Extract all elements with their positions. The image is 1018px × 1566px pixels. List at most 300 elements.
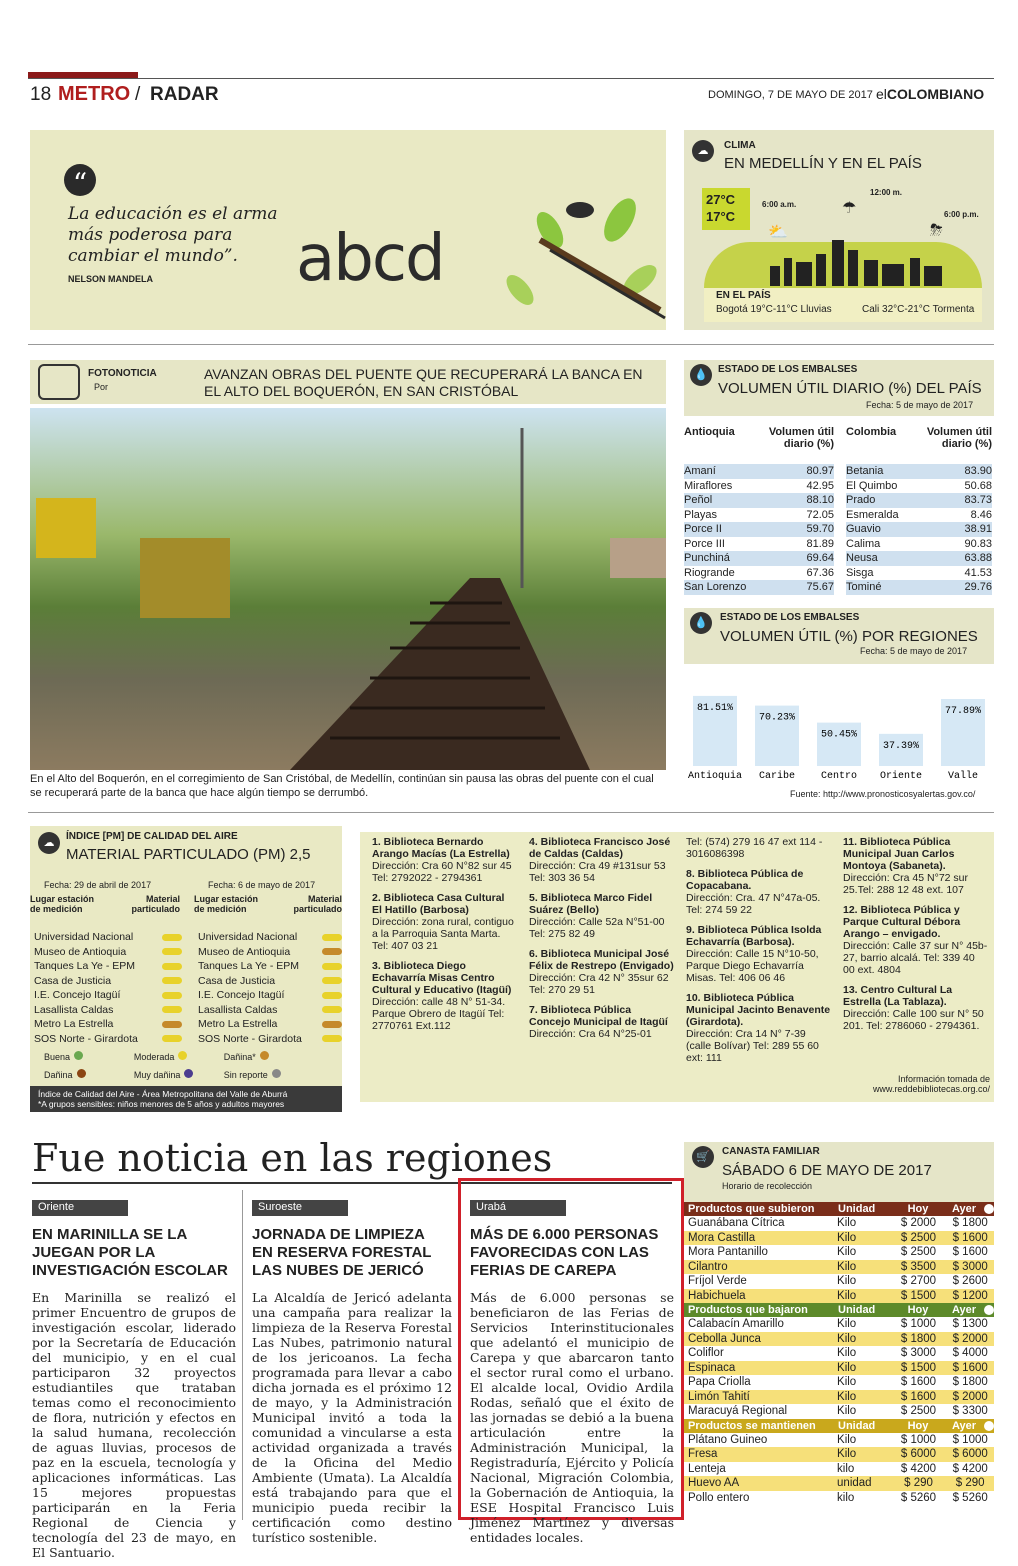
product-unit: Kilo (837, 1318, 857, 1330)
library-name: 6. Biblioteca Municipal José Félix de Restrepo (Envigado) (529, 948, 674, 972)
weather-icon: ☁ (692, 140, 714, 162)
legend-dot-icon (272, 1069, 281, 1078)
bogota-weather: Bogotá 19°C-11°C Lluvias (716, 304, 832, 315)
reservoir-name: Playas (684, 508, 718, 521)
regions-chart-title: VOLUMEN ÚTIL (%) POR REGIONES (720, 628, 978, 645)
library-info: Tel: (574) 279 16 47 ext 114 - 3016086398 (686, 836, 823, 860)
air-station-row (198, 1032, 342, 1047)
photo-news-title: AVANZAN OBRAS DEL PUENTE QUE RECUPERARÁ LA BANCA EN EL ALTO DEL BOQUERÓN, EN SAN CRISTÓBAL (204, 366, 643, 399)
section-divider (28, 344, 994, 345)
col-today: Hoy (907, 1419, 929, 1432)
price-today: $ 1500 (900, 1289, 937, 1302)
price-today: $ 1500 (900, 1361, 937, 1374)
price-row (684, 1245, 994, 1260)
price-today: $ 2500 (900, 1405, 937, 1417)
air-quality-footnote: Índice de Calidad del Aire - Área Metropolitana del Valle de Aburrá *A grupos sensibles: niños menores de 5 años y adultos mayores (30, 1086, 342, 1112)
station-name: Tanques La Ye - EPM (34, 960, 135, 972)
time-morning: 6:00 a.m. (762, 200, 797, 209)
price-yesterday: $ 5260 (952, 1491, 988, 1504)
price-today: $ 2700 (900, 1275, 937, 1287)
library-item (529, 836, 674, 884)
legend-dot-icon (74, 1051, 83, 1060)
price-group-header (684, 1202, 994, 1216)
price-today: $ 3000 (900, 1347, 937, 1359)
air-station-row (34, 1032, 182, 1047)
price-yesterday: $ 2600 (952, 1275, 988, 1287)
reservoirs-title: VOLUMEN ÚTIL DIARIO (%) DEL PAÍS (718, 380, 982, 397)
price-row (684, 1404, 994, 1419)
col-unit: Unidad (838, 1304, 876, 1316)
price-row (684, 1260, 994, 1275)
pm-indicator-icon (322, 977, 342, 984)
station-name: I.E. Concejo Itagüí (34, 989, 121, 1001)
article-jerico: La Alcaldía de Jericó adelanta una campaña para realizar la limpieza de la Reserva Forestal Las Nubes, patrimonio natural de los jericoanos. La fecha programada para llevar a cabo dicha jornada es el próximo 12 de mayo, y la Administración Municipal invitó a toda la comunidad a vincularse a esta actividad organizada a través de la Oficina del Medio Ambiente (Umata). La Alcaldía está trabajando para que el municipio pueda recibir la certificación como destino turístico sostenible. (252, 1290, 452, 1545)
arrow-down-icon (984, 1305, 994, 1315)
library-item (372, 836, 517, 884)
library-item (372, 960, 517, 1032)
price-yesterday: $ 4200 (952, 1462, 988, 1475)
library-name: 7. Biblioteca Pública Concejo Municipal de Itagüí (529, 1004, 668, 1028)
reservoir-value: 72.05 (806, 508, 834, 521)
library-item (529, 892, 674, 940)
air-station-row (198, 988, 342, 1003)
reservoir-row (684, 464, 834, 479)
station-name: Casa de Justicia (198, 974, 276, 987)
pm-indicator-icon (162, 1035, 182, 1042)
price-yesterday: $ 4000 (952, 1347, 988, 1359)
regions-section-title: Fue noticia en las regiones (32, 1136, 553, 1180)
antioquia-reservoir-list (684, 464, 834, 595)
reservoir-row (684, 493, 834, 508)
reservoir-row (846, 566, 992, 581)
category-label: Valle (947, 771, 979, 782)
legend-label: Dañina* (223, 1052, 256, 1062)
library-name: 8. Biblioteca Pública de Copacabana. (686, 868, 804, 892)
time-noon: 12:00 m. (870, 188, 903, 197)
legend-dot-icon (184, 1069, 193, 1078)
cloud-icon: ☁ (38, 832, 60, 854)
photo-credit-by: Por (94, 382, 109, 392)
basket-icon: 🛒 (692, 1146, 714, 1168)
price-row (684, 1332, 994, 1347)
price-row (684, 1289, 994, 1304)
reservoir-name: Esmeralda (846, 508, 899, 521)
station-name: Lasallista Caldas (198, 1003, 278, 1016)
library-column (843, 836, 988, 1040)
library-info: Dirección: Cra 60 N°82 sur 45 Tel: 2792022 - 2794361 (372, 860, 512, 884)
pm-indicator-icon (162, 1006, 182, 1013)
reservoir-row (846, 537, 992, 552)
reservoir-row (684, 551, 834, 566)
library-name: 12. Biblioteca Pública y Parque Cultural Débora Arango – envigado. (843, 904, 961, 940)
col-today: Hoy (907, 1203, 929, 1215)
colombia-reservoir-list (846, 464, 992, 595)
legend-item (44, 1048, 134, 1066)
group-title: Productos que subieron (688, 1203, 815, 1215)
price-today: $ 3500 (900, 1260, 937, 1273)
market-prices-table (684, 1202, 994, 1505)
quote-text: La educación es el arma más poderosa para cambiar el mundo”. (68, 204, 278, 266)
product-unit: Kilo (837, 1448, 857, 1460)
library-item (686, 924, 831, 984)
product-unit: Kilo (837, 1246, 857, 1258)
legend-item (224, 1048, 314, 1066)
photo-news-label: FOTONOTICIA (88, 368, 157, 379)
headline-marinilla: EN MARINILLA SE LA JUEGAN POR LA INVESTIGACIÓN ESCOLAR (32, 1226, 228, 1279)
price-yesterday: $ 1800 (952, 1376, 988, 1388)
price-yesterday: $ 6000 (952, 1448, 988, 1460)
price-today: $ 1600 (900, 1390, 937, 1403)
reservoir-row (846, 580, 992, 595)
pm-col-header-2: Material particulado (293, 894, 342, 914)
reservoir-name: Porce II (684, 523, 722, 535)
temp-low: 17°C (706, 209, 736, 224)
legend-label: Buena (44, 1052, 71, 1062)
partly-cloudy-icon: ⛅ (768, 224, 788, 241)
water-drop-icon: 💧 (690, 364, 712, 386)
library-item (529, 1004, 674, 1040)
price-row (684, 1274, 994, 1289)
reservoir-row (684, 580, 834, 595)
price-row (684, 1216, 994, 1231)
arrow-up-icon (984, 1204, 994, 1214)
price-yesterday: $ 2000 (952, 1332, 988, 1345)
price-today: $ 5260 (900, 1491, 937, 1504)
air-station-row (34, 945, 182, 960)
weather-title: EN MEDELLÍN Y EN EL PAÍS (724, 155, 922, 172)
library-name: 9. Biblioteca Pública Isolda Echavarría (Barbosa). (686, 924, 822, 948)
reservoir-value: 38.91 (964, 523, 992, 535)
library-info: Dirección: Cra. 47 N°47a-05. Tel: 274 59 22 (686, 892, 821, 916)
reservoir-value: 41.53 (964, 566, 992, 579)
library-item (529, 948, 674, 996)
library-info: Dirección: Calle 100 sur N° 50 201. Tel: 2786060 - 2794361. (843, 1008, 984, 1032)
station-name: Casa de Justicia (34, 974, 112, 987)
product-name: Limón Tahití (688, 1390, 750, 1403)
air-station-row (34, 959, 182, 974)
air-date-1: Fecha: 29 de abril de 2017 (44, 880, 152, 890)
weather-label: CLIMA (724, 140, 756, 151)
product-unit: Kilo (837, 1347, 857, 1359)
library-info: Dirección: Cra 45 N°72 sur 25.Tel: 288 12 48 ext. 107 (843, 872, 968, 896)
air-quality-label: ÍNDICE [PM] DE CALIDAD DEL AIRE (66, 831, 238, 842)
subsection-name: RADAR (150, 84, 219, 105)
library-info: Dirección: zona rural, contiguo a la Parroquia Santa Marta. Tel: 407 03 21 (372, 916, 514, 952)
library-info: Dirección: calle 48 N° 51-34. Parque Obrero de Itagüí Tel: 2770761 Ext.112 (372, 996, 506, 1032)
price-yesterday: $ 1600 (952, 1361, 988, 1374)
group-title: Productos se mantienen (688, 1419, 816, 1432)
regions-chart-label: ESTADO DE LOS EMBALSES (720, 612, 860, 623)
camera-icon (38, 364, 80, 400)
library-info: Dirección: Calle 52a N°51-00 Tel: 275 82 49 (529, 916, 665, 940)
product-unit: Kilo (837, 1405, 857, 1417)
col-yesterday: Ayer (951, 1304, 977, 1316)
region-tag-oriente: Oriente (32, 1200, 128, 1216)
price-today: $ 1600 (900, 1376, 937, 1388)
section-divider-2 (28, 812, 994, 813)
product-unit: Kilo (837, 1260, 857, 1273)
headline-carepa: MÁS DE 6.000 PERSONAS FAVORECIDAS CON LAS FERIAS DE CAREPA (470, 1226, 659, 1279)
price-yesterday: $ 1000 (952, 1433, 988, 1446)
station-name: SOS Norte - Girardota (34, 1032, 138, 1045)
price-row (684, 1375, 994, 1390)
station-name: Tanques La Ye - EPM (198, 960, 299, 972)
category-label: Caribe (758, 771, 796, 782)
price-yesterday: $ 3000 (952, 1260, 988, 1273)
bridge-construction-photo (30, 408, 666, 770)
product-name: Mora Castilla (688, 1231, 756, 1244)
reservoir-value: 59.70 (806, 523, 834, 535)
library-name: 10. Biblioteca Pública Municipal Jacinto Benavente (Girardota). (686, 992, 831, 1028)
market-basket-date: SÁBADO 6 DE MAYO DE 2017 (722, 1162, 932, 1179)
category-label: Oriente (879, 771, 923, 782)
product-name: Plátano Guineo (688, 1433, 768, 1446)
air-station-row (198, 974, 342, 989)
pm-indicator-icon (322, 1021, 342, 1028)
product-name: Guanábana Cítrica (688, 1217, 785, 1229)
reservoirs-source: Fuente: http://www.pronosticosyalertas.gov.co/ (790, 789, 976, 799)
station-name: Museo de Antioquia (198, 945, 291, 958)
bar-label: 37.39% (882, 740, 920, 752)
air-station-row (34, 988, 182, 1003)
reservoir-value: 83.73 (964, 494, 992, 506)
legend-item (134, 1048, 224, 1066)
product-name: Papa Criolla (688, 1376, 751, 1388)
photo-illustration (30, 408, 666, 770)
library-item (686, 836, 831, 860)
library-info: Dirección: Calle 37 sur N° 45b-27, barrio alcalá. Tel: 339 40 00 ext. 4804 (843, 940, 988, 976)
library-info: Dirección: Cra 64 N°25-01 (529, 1028, 652, 1040)
quote-mark-icon: “ (64, 164, 96, 196)
station-col-header-2: Lugar estación de medición (194, 894, 259, 914)
pm-indicator-icon (322, 992, 342, 999)
product-name: Fríjol Verde (688, 1275, 747, 1287)
price-group-header (684, 1419, 994, 1433)
price-today: $ 2500 (900, 1231, 937, 1244)
air-quality-legend (44, 1048, 334, 1084)
temp-high: 27°C (706, 192, 736, 207)
legend-label: Muy dañina (133, 1070, 181, 1080)
station-name: Universidad Nacional (34, 931, 134, 943)
product-unit: Kilo (837, 1289, 857, 1302)
reservoir-name: Neusa (846, 552, 878, 564)
reservoirs-label: ESTADO DE LOS EMBALSES (718, 364, 858, 375)
air-station-list-1 (34, 930, 182, 1046)
city-skyline-icon (760, 236, 970, 286)
product-name: Fresa (688, 1448, 718, 1460)
colombia-col-header: Colombia Volumen útil diario (%) (846, 426, 992, 450)
reservoir-name: Porce III (684, 537, 725, 550)
product-name: Huevo AA (688, 1477, 740, 1489)
product-unit: Kilo (837, 1275, 857, 1287)
reservoir-value: 81.89 (806, 537, 834, 550)
price-today: $ 6000 (900, 1448, 937, 1460)
pm-indicator-icon (162, 977, 182, 984)
legend-dot-icon (178, 1051, 187, 1060)
price-yesterday: $ 1600 (952, 1246, 988, 1258)
bird-icon (566, 202, 594, 218)
cali-weather: Cali 32°C-21°C Tormenta (862, 304, 975, 315)
regions-chart-date: Fecha: 5 de mayo de 2017 (860, 646, 968, 656)
price-yesterday: $ 1200 (952, 1289, 988, 1302)
air-date-2: Fecha: 6 de mayo de 2017 (208, 880, 316, 890)
product-unit: Kilo (837, 1231, 857, 1244)
equal-icon (984, 1421, 994, 1431)
air-station-row (198, 945, 342, 960)
price-yesterday: $ 2000 (952, 1390, 988, 1403)
pm-indicator-icon (322, 963, 342, 970)
section-separator: / (135, 84, 141, 105)
price-yesterday: $ 1300 (952, 1318, 988, 1330)
air-quality-title: MATERIAL PARTICULADO (PM) 2,5 (66, 846, 311, 863)
station-name: Museo de Antioquia (34, 945, 127, 958)
reservoir-value: 8.46 (970, 508, 992, 521)
air-station-row (198, 1003, 342, 1018)
col-unit: Unidad (838, 1203, 876, 1215)
col-unit: Unidad (838, 1419, 876, 1432)
reservoir-value: 83.90 (964, 465, 992, 477)
col-yesterday: Ayer (951, 1203, 977, 1215)
station-name: SOS Norte - Girardota (198, 1032, 302, 1045)
reservoir-name: San Lorenzo (684, 581, 747, 593)
reservoir-name: Tominé (846, 581, 882, 593)
reservoir-name: Riogrande (684, 566, 735, 579)
price-row (684, 1390, 994, 1405)
headline-jerico: JORNADA DE LIMPIEZA EN RESERVA FORESTAL LAS NUBES DE JERICÓ (252, 1226, 432, 1279)
market-basket-label: CANASTA FAMILIAR (722, 1146, 820, 1157)
air-station-row (198, 959, 342, 974)
price-today: $ 4200 (900, 1462, 937, 1475)
library-info: Dirección: Calle 15 N°10-50, Parque Diego Echavarría Misas. Tel: 406 06 46 (686, 948, 819, 984)
air-station-list-2 (198, 930, 342, 1046)
header-rule (28, 78, 994, 79)
library-name: 11. Biblioteca Pública Municipal Juan Carlos Montoya (Sabaneta). (843, 836, 955, 872)
reservoir-row (684, 537, 834, 552)
bar-label: 70.23% (758, 712, 796, 724)
legend-dot-icon (77, 1069, 86, 1078)
reservoir-row (684, 522, 834, 537)
reservoir-name: Amaní (684, 465, 716, 477)
price-yesterday: $ 1600 (952, 1231, 988, 1244)
library-name: 5. Biblioteca Marco Fidel Suárez (Bello) (529, 892, 653, 916)
pm-indicator-icon (322, 934, 342, 941)
air-station-row (198, 930, 342, 945)
air-station-row (34, 974, 182, 989)
reservoir-value: 90.83 (964, 537, 992, 550)
legend-dot-icon (260, 1051, 269, 1060)
market-basket-sub: Horario de recolección (722, 1181, 813, 1191)
price-today: $ 1000 (900, 1318, 937, 1330)
product-name: Habichuela (688, 1289, 746, 1302)
library-name: 4. Biblioteca Francisco José de Caldas (Caldas) (529, 836, 671, 860)
reservoir-name: El Quimbo (846, 479, 898, 492)
bar-label: 50.45% (820, 729, 858, 741)
product-name: Mora Pantanillo (688, 1246, 768, 1258)
product-unit: Kilo (837, 1376, 857, 1388)
station-name: Metro La Estrella (34, 1018, 114, 1030)
legend-label: Dañina (44, 1070, 73, 1080)
library-name: 1. Biblioteca Bernardo Arango Macías (La Estrella) (372, 836, 510, 860)
reservoir-name: Sisga (846, 566, 874, 579)
category-label: Antioquia (687, 771, 743, 782)
pm-indicator-icon (162, 1021, 182, 1028)
temperature-box (702, 188, 750, 230)
price-row (684, 1447, 994, 1462)
col-yesterday: Ayer (951, 1419, 977, 1432)
reservoir-name: Guavio (846, 523, 881, 535)
pm-indicator-icon (322, 948, 342, 955)
reservoir-value: 42.95 (806, 479, 834, 492)
country-weather-label: EN EL PAÍS (716, 290, 771, 301)
product-name: Cilantro (688, 1260, 728, 1273)
region-tag-uraba: Urabá (470, 1200, 566, 1216)
price-group-header (684, 1303, 994, 1317)
pm-indicator-icon (162, 963, 182, 970)
issue-date: DOMINGO, 7 DE MAYO DE 2017 (708, 89, 873, 101)
product-unit: unidad (837, 1477, 872, 1489)
price-row (684, 1231, 994, 1246)
pm-col-header-1: Material particulado (131, 894, 180, 914)
library-column (529, 836, 674, 1048)
price-yesterday: $ 1800 (952, 1217, 988, 1229)
reservoir-value: 63.88 (964, 552, 992, 564)
product-unit: Kilo (837, 1361, 857, 1374)
air-station-row (34, 930, 182, 945)
product-unit: kilo (837, 1491, 855, 1504)
station-name: Universidad Nacional (198, 931, 298, 943)
price-row (684, 1462, 994, 1477)
leaves-pencil-illustration (470, 180, 670, 330)
product-name: Calabacín Amarillo (688, 1318, 784, 1330)
reservoir-name: Betania (846, 465, 884, 477)
price-row (684, 1433, 994, 1448)
library-name: 13. Centro Cultural La Estrella (La Tablaza). (843, 984, 953, 1008)
regions-bar-chart (684, 668, 994, 784)
libraries-list (372, 836, 990, 1098)
library-name: 3. Biblioteca Diego Echavarría Misas Centro Cultural y Educativo (Itagüí) (372, 960, 512, 996)
price-row (684, 1491, 994, 1506)
legend-label: Moderada (133, 1052, 175, 1062)
price-yesterday: $ 3300 (952, 1405, 988, 1417)
reservoir-row (684, 479, 834, 494)
reservoir-name: Calima (846, 537, 881, 550)
abcd-illustration: abcd (296, 222, 444, 296)
air-station-row (198, 1017, 342, 1032)
library-column (686, 836, 831, 1072)
library-name: 2. Biblioteca Casa Cultural El Hatillo (Barbosa) (372, 892, 505, 916)
reservoir-row (684, 508, 834, 523)
product-unit: Kilo (837, 1332, 857, 1345)
water-drop-icon-2: 💧 (690, 612, 712, 634)
bar-label: 81.51% (696, 702, 734, 714)
reservoir-value: 88.10 (806, 494, 834, 506)
article-marinilla: En Marinilla se realizó el primer Encuentro de grupos de investigación escolar, liderado por la Secretaría de Educación del municipio, y en el cual participaron 32 proyectos estudiantiles que trataban temas como el reconocimiento de flora, nutrición y efectos en la salud humana, recolección de aguas lluvias, procesos de paz en la escuela, tecnología y aplicaciones informáticas. Las 15 mejores propuestas participarán en la Feria Regional de Ciencia y tecnología del 23 de mayo, en El Santuario. (32, 1290, 236, 1560)
reservoir-row (846, 479, 992, 494)
pm-indicator-icon (322, 1035, 342, 1042)
product-unit: Kilo (837, 1390, 857, 1403)
reservoir-name: Miraflores (684, 479, 733, 492)
library-item (843, 904, 988, 976)
price-yesterday: $ 290 (955, 1477, 985, 1489)
region-tag-suroeste: Suroeste (252, 1200, 348, 1216)
col-today: Hoy (907, 1304, 929, 1316)
reservoir-row (846, 464, 992, 479)
product-unit: Kilo (837, 1217, 857, 1229)
station-col-header-1: Lugar estación de medición (30, 894, 95, 914)
category-label: Centro (820, 771, 858, 782)
library-item (843, 984, 988, 1032)
newspaper-brand: elCOLOMBIANO (876, 86, 985, 102)
